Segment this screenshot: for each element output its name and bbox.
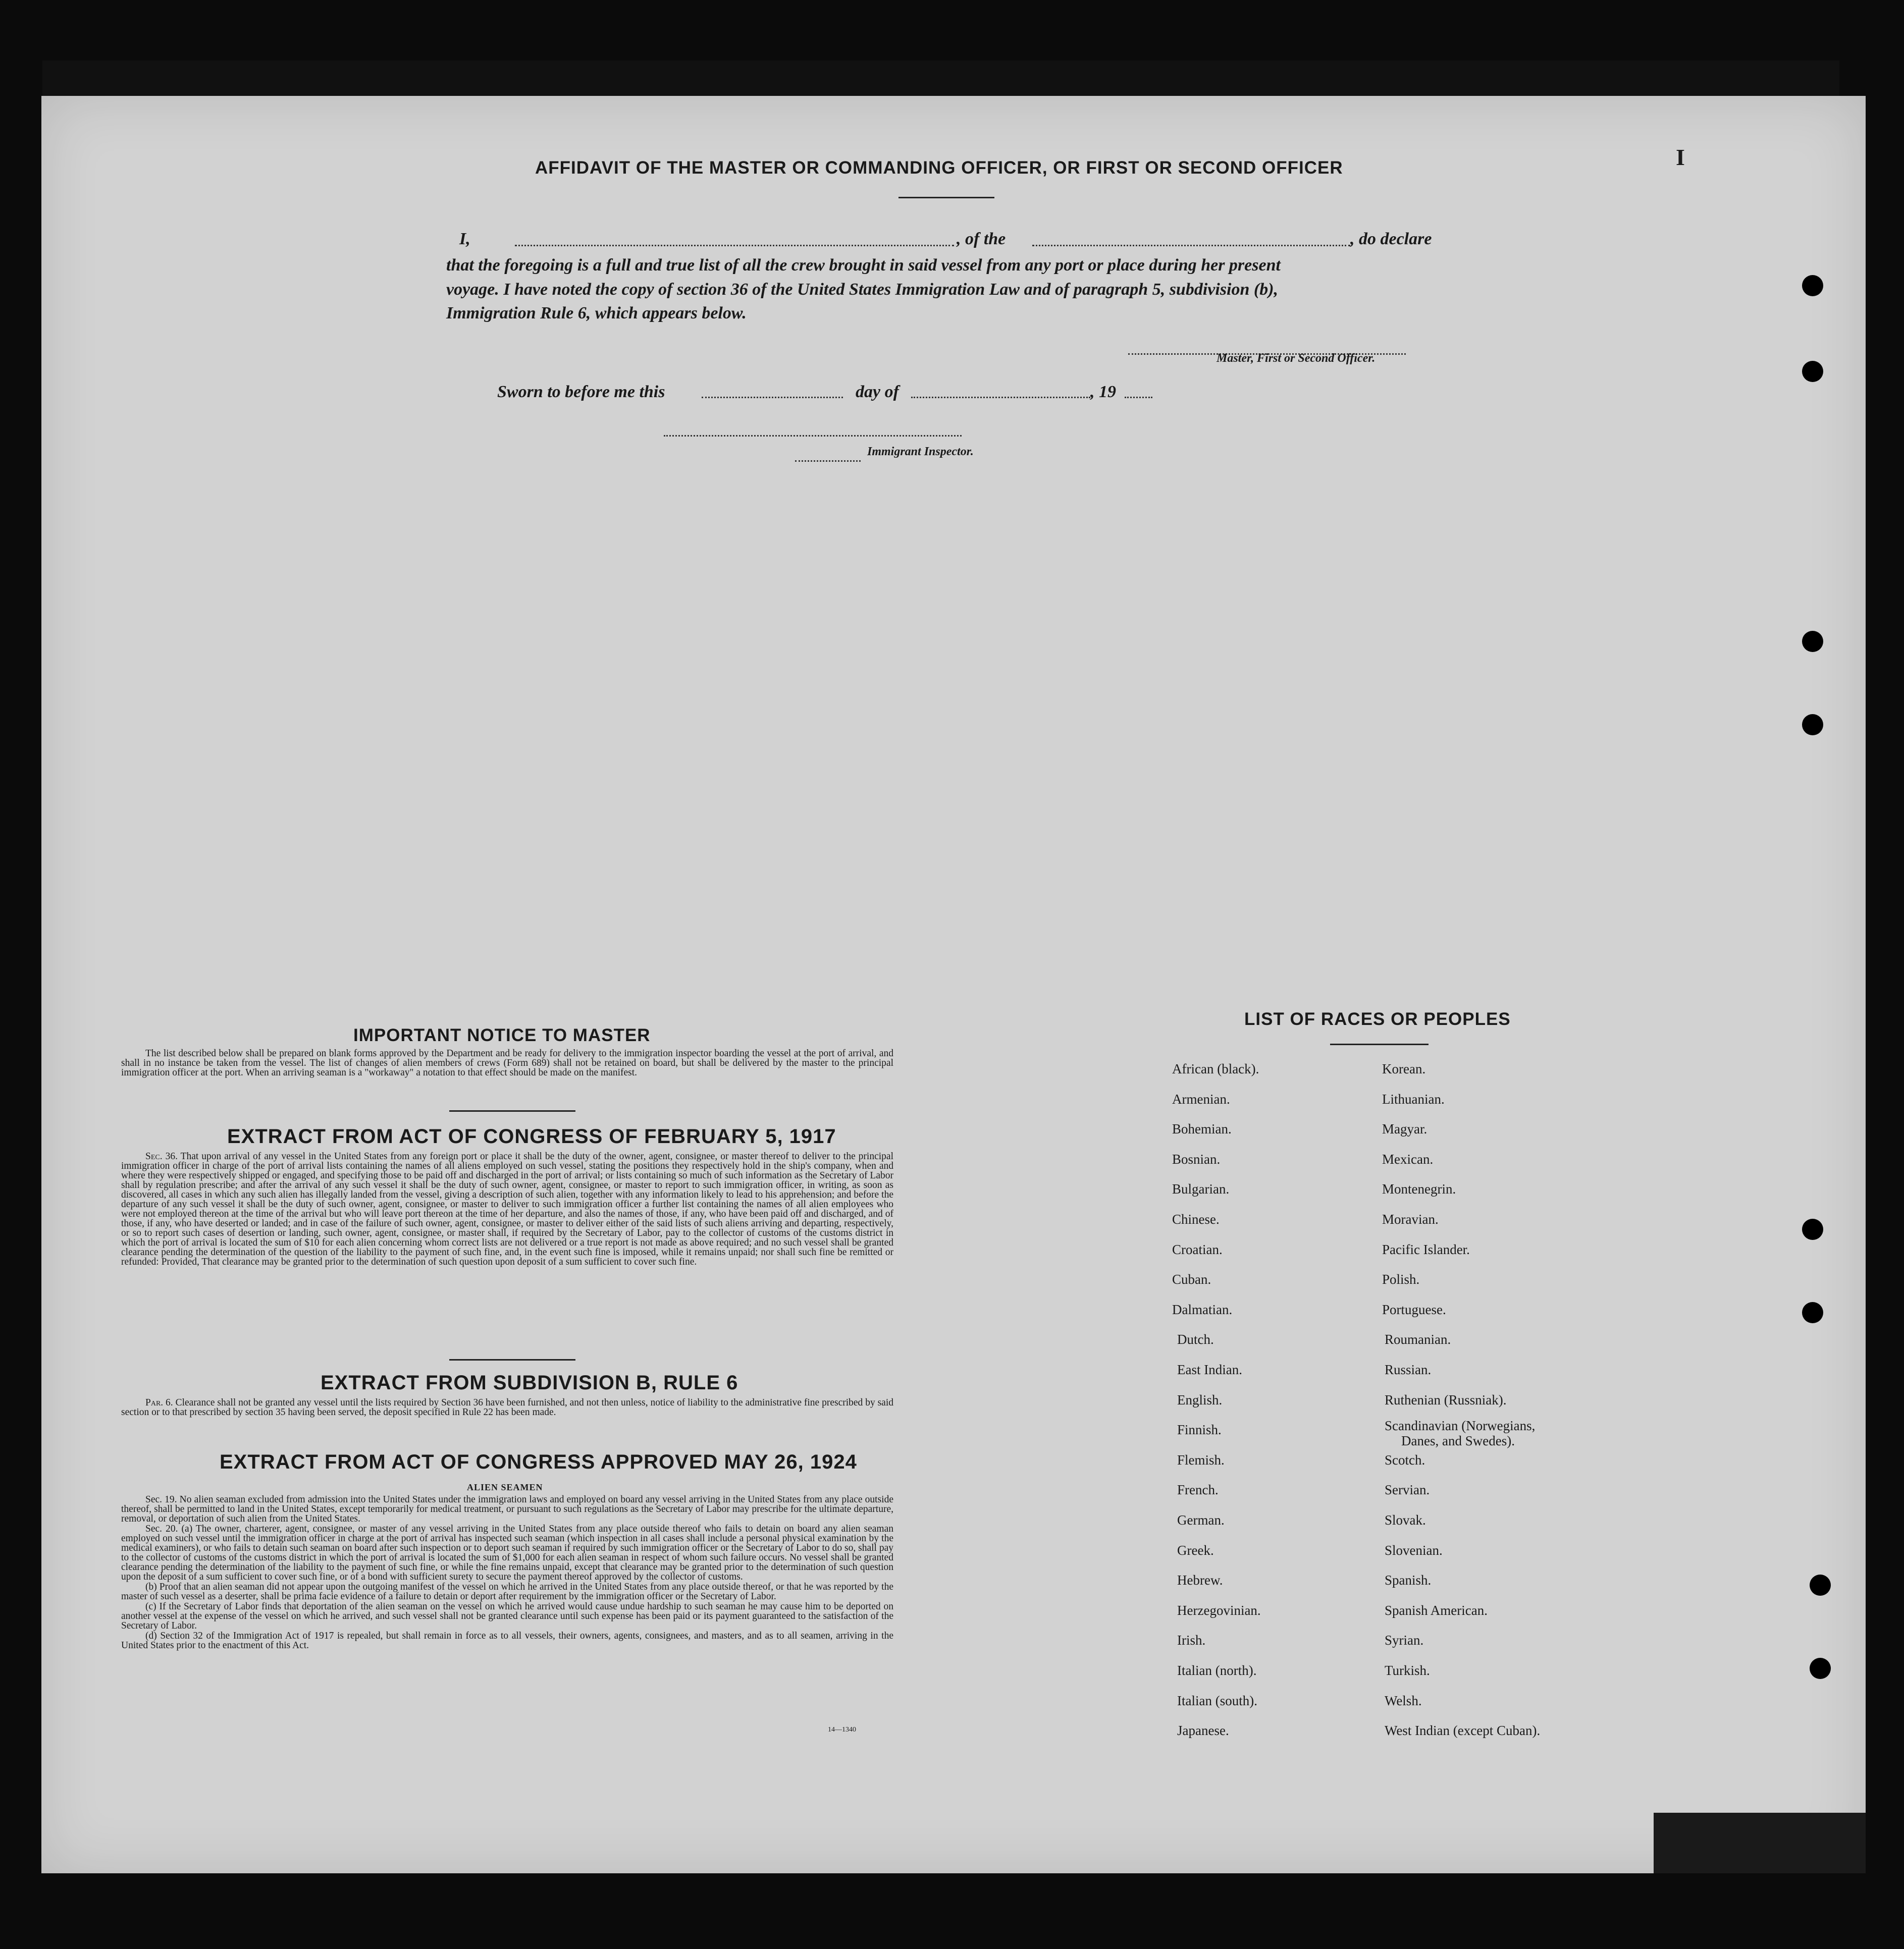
race-item: Ruthenian (Russniak).	[1385, 1392, 1507, 1407]
binder-hole	[1802, 714, 1823, 735]
race-item: Spanish.	[1385, 1573, 1432, 1588]
race-item: West Indian (except Cuban).	[1385, 1723, 1541, 1739]
race-item: Scandinavian (Norwegians,	[1385, 1418, 1536, 1434]
affidavit-line1-declare: , do declare	[1350, 230, 1432, 248]
extract-1917-body	[121, 1152, 893, 1267]
race-item: Italian (south).	[1177, 1693, 1257, 1708]
race-item: Bulgarian.	[1172, 1181, 1230, 1197]
affidavit-line3: voyage. I have noted the copy of section 36 of the United States Immigration Law and of paragraph 5, subdivision (b),	[446, 280, 1279, 299]
sworn-day-of: day of	[856, 383, 899, 401]
name-blank[interactable]	[515, 245, 954, 246]
race-item: Croatian.	[1172, 1241, 1223, 1257]
race-item: Bosnian.	[1172, 1151, 1221, 1167]
race-item: German.	[1177, 1512, 1225, 1528]
race-item: Italian (north).	[1177, 1663, 1257, 1678]
section-divider	[449, 1359, 575, 1361]
vessel-blank[interactable]	[1032, 245, 1350, 246]
sworn-year-blank[interactable]	[1125, 397, 1152, 398]
sworn-prefix: Sworn to before me this	[497, 383, 665, 401]
race-item: Portuguese.	[1382, 1302, 1446, 1317]
race-item: Magyar.	[1382, 1121, 1427, 1137]
race-item: Syrian.	[1385, 1633, 1424, 1648]
race-item: Mexican.	[1382, 1151, 1434, 1167]
race-item-continuation: Danes, and Swedes).	[1401, 1433, 1515, 1449]
race-item: Dalmatian.	[1172, 1302, 1233, 1317]
race-item: Greek.	[1177, 1542, 1214, 1558]
race-item: Moravian.	[1382, 1212, 1439, 1227]
inspector-signature-line[interactable]	[664, 435, 962, 437]
binder-hole	[1802, 1219, 1823, 1240]
race-item: Lithuanian.	[1382, 1091, 1445, 1107]
race-item: Russian.	[1385, 1362, 1432, 1377]
torn-corner	[1654, 1813, 1866, 1873]
race-item: Hebrew.	[1177, 1573, 1223, 1588]
notice-paragraph: The list described below shall be prepared on blank forms approved by the Department and be ready for delivery to the immigration inspector boarding the vessel at the port of arrival, and shall in no instance be taken from the vessel. The list of changes of alien members of crews (Form 689) shall not be retained on board, but shall be delivered by the master to the principal immigration officer at the port. When an arriving seaman is a "workaway" a notation to that effect should be made on the manifest.	[121, 1048, 893, 1078]
inspector-caption: Immigrant Inspector.	[867, 445, 974, 458]
binder-hole	[1810, 1575, 1831, 1596]
affidavit-line4: Immigration Rule 6, which appears below.	[446, 304, 747, 322]
race-item: Servian.	[1385, 1482, 1430, 1498]
race-item: Slovenian.	[1385, 1542, 1443, 1558]
race-item: Scotch.	[1385, 1452, 1425, 1468]
race-item: Chinese.	[1172, 1212, 1220, 1227]
race-item: Finnish.	[1177, 1422, 1222, 1438]
race-item: Turkish.	[1385, 1663, 1430, 1678]
race-item: East Indian.	[1177, 1362, 1242, 1377]
race-item: Flemish.	[1177, 1452, 1225, 1468]
race-item: Irish.	[1177, 1633, 1206, 1648]
race-item: Spanish American.	[1385, 1602, 1488, 1618]
race-item: Japanese.	[1177, 1723, 1229, 1739]
race-item: Slovak.	[1385, 1512, 1426, 1528]
extract-1917-text: That upon arrival of any vessel in the United States from any foreign port or place it shall be the duty of the owner, agent, consignee, or master thereof to deliver to the principal immigration officer in charge of the port of arrival lists containing the names of all aliens employed on such vessel, stating the positions they respectively hold in the ship's company, when and where they were respectively shipped or engaged, and specifying those to be paid off and discharged in the port of arrival; or lists containing so much of such information as the Secretary of Labor shall by regulation prescribe; and after the arrival of any such vessel it shall be the duty of such owner, agent, consignee, or master to report to such immigration officer, in writing, as soon as discovered, all cases in which any such alien has illegally landed from the vessel, giving a description of such alien, together with any information likely to lead to his apprehension; and before the departure of any such vessel it shall be the duty of such owner, agent, consignee, or master to deliver to such immigration officer a further list containing the names of all alien employees who were not employed thereon at the time of the arrival but who will leave port thereon at the time of her departure, and also the names of those, if any, who have been paid off and discharged, and of those, if any, who have deserted or landed; and in case of the failure of such owner, agent, consignee, or master to deliver either of the said lists of such aliens arriving and departing, respectively, or so to report such cases of desertion or landing, such owner, agent, consignee, or master shall, if required by the Secretary of Labor, pay to the collector of customs of the customs district in which the port of arrival is located the sum of $10 for each alien concerning whom correct lists are not delivered or a true report is not made as above required; and no such vessel shall be granted clearance pending the determination of the question of the liability to the payment of such fine, and, in the event such fine is imposed, while it remains unpaid; nor shall such fine be remitted or refunded: Provided, That clearance may be granted prior to the determination of such question upon deposit of a sum sufficient to cover such fine.	[121, 1151, 893, 1267]
form-number: 14—1340	[828, 1726, 856, 1734]
races-title-underline	[1330, 1044, 1429, 1045]
extract-1924-paragraph: (c) If the Secretary of Labor finds that deportation of the alien seaman on the vessel on which he arrived would cause undue hardship to such seaman he may cause him to be deported on another vessel at the expense of the vessel on which he arrived, and such vessel shall not be granted clearance until such expense has been paid or its payment guaranteed to the satisfaction of the Secretary of Labor.	[121, 1601, 893, 1631]
races-title: LIST OF RACES OR PEOPLES	[1244, 1009, 1511, 1029]
race-item: Armenian.	[1172, 1091, 1230, 1107]
extract-rule6-text: Clearance shall not be granted any vessel until the lists required by Section 36 have been furnished, and not then unless, notice of liability to the administrative fine prescribed by said section or to that prescribed by section 35 having been served, the deposit specified in Rule 22 has been made.	[121, 1397, 893, 1418]
affidavit-line1-i: I,	[459, 230, 470, 248]
extract-rule6-body	[121, 1398, 893, 1418]
race-item: African (black).	[1172, 1061, 1259, 1076]
extract-1924-paragraph: Sec. 19. No alien seaman excluded from admission into the United States under the immigration laws and employed on board any vessel arriving in the United States from any place outside thereof, shall be permitted to land in the United States, except temporarily for medical treatment, or pursuant to such regulations as the Secretary of Labor may prescribe for the ultimate departure, removal, or deportation of such alien from the United States.	[121, 1494, 893, 1524]
affidavit-line1-of-the: , of the	[957, 230, 1006, 248]
race-item: Roumanian.	[1385, 1332, 1451, 1347]
affidavit-title: AFFIDAVIT OF THE MASTER OR COMMANDING OFFICER, OR FIRST OR SECOND OFFICER	[535, 158, 1343, 178]
extract-1917-sec-label: Sec. 36.	[145, 1151, 178, 1162]
section-divider	[449, 1110, 575, 1112]
extract-rule6-title: EXTRACT FROM SUBDIVISION B, RULE 6	[321, 1372, 738, 1394]
race-item: Cuban.	[1172, 1272, 1211, 1287]
inspector-port-blank[interactable]	[795, 460, 861, 462]
scan-background-edge	[42, 61, 1839, 101]
extract-1924-paragraph: (b) Proof that an alien seaman did not appear upon the outgoing manifest of the vessel on which he arrived in the United States from any place outside thereof, or that he was reported by the master of such vessel as a deserter, shall be prima facie evidence of a failure to detain or deport after requirement by the immigration officer or the Secretary of Labor.	[121, 1582, 893, 1602]
extract-1924-title: EXTRACT FROM ACT OF CONGRESS APPROVED MAY 26, 1924	[220, 1451, 857, 1473]
extract-1924-paragraph: Sec. 20. (a) The owner, charterer, agent, consignee, or master of any vessel arriving in the United States from any place outside thereof who fails to detain on board any alien seaman employed on such vessel until the immigration officer in charge at the port of arrival has inspected such seaman (which inspection in all cases shall include a personal physical examination by the medical examiners), or who fails to detain such seaman on board after such inspection or to deport such seaman if required by such immigration officer or the Secretary of Labor to do so, shall pay to the collector of customs of the customs district in which the port of arrival is located the sum of $1,000 for each alien seaman in respect of whom such failure occurs. No vessel shall be granted clearance pending the determination of the liability to the payment of such fine, or while the fine remains unpaid, except that clearance may be granted prior to the determination of such question upon the deposit of a sum sufficient to cover such fine, or of a bond with sufficient surety to secure the payment thereof approved by the collector of customs.	[121, 1524, 893, 1582]
binder-hole	[1802, 1302, 1823, 1323]
race-item: English.	[1177, 1392, 1223, 1407]
binder-hole	[1802, 631, 1823, 652]
binder-hole	[1810, 1658, 1831, 1679]
page-mark: I	[1676, 144, 1685, 170]
affidavit-line2: that the foregoing is a full and true list of all the crew brought in said vessel from any port or place during her present	[446, 256, 1281, 275]
race-item: Welsh.	[1385, 1693, 1422, 1708]
race-item: Korean.	[1382, 1061, 1426, 1076]
extract-1917-title: EXTRACT FROM ACT OF CONGRESS OF FEBRUARY 5, 1917	[227, 1125, 836, 1148]
race-item: French.	[1177, 1482, 1219, 1498]
sworn-month-blank[interactable]	[911, 397, 1090, 398]
race-item: Polish.	[1382, 1272, 1420, 1287]
sworn-year: , 19	[1090, 383, 1116, 401]
sworn-day-blank[interactable]	[702, 397, 843, 398]
race-item: Herzegovinian.	[1177, 1602, 1261, 1618]
notice-title: IMPORTANT NOTICE TO MASTER	[353, 1025, 651, 1045]
binder-hole	[1802, 275, 1823, 296]
extract-1924-subtitle: ALIEN SEAMEN	[467, 1482, 543, 1492]
title-underline	[898, 197, 994, 198]
race-item: Dutch.	[1177, 1332, 1214, 1347]
notice-body	[121, 1049, 893, 1078]
race-item: Montenegrin.	[1382, 1181, 1456, 1197]
extract-1924-paragraph: (d) Section 32 of the Immigration Act of 1917 is repealed, but shall remain in force as to all vessels, their owners, agents, consignees, and masters, and as to all seamen, arriving in the United States prior to the enactment of this Act.	[121, 1631, 893, 1651]
race-item: Pacific Islander.	[1382, 1241, 1470, 1257]
binder-hole	[1802, 361, 1823, 382]
extract-1924-body	[121, 1495, 893, 1651]
extract-rule6-sec-label: Par. 6.	[145, 1397, 173, 1408]
race-item: Bohemian.	[1172, 1121, 1232, 1137]
master-signature-caption: Master, First or Second Officer.	[1217, 352, 1376, 365]
